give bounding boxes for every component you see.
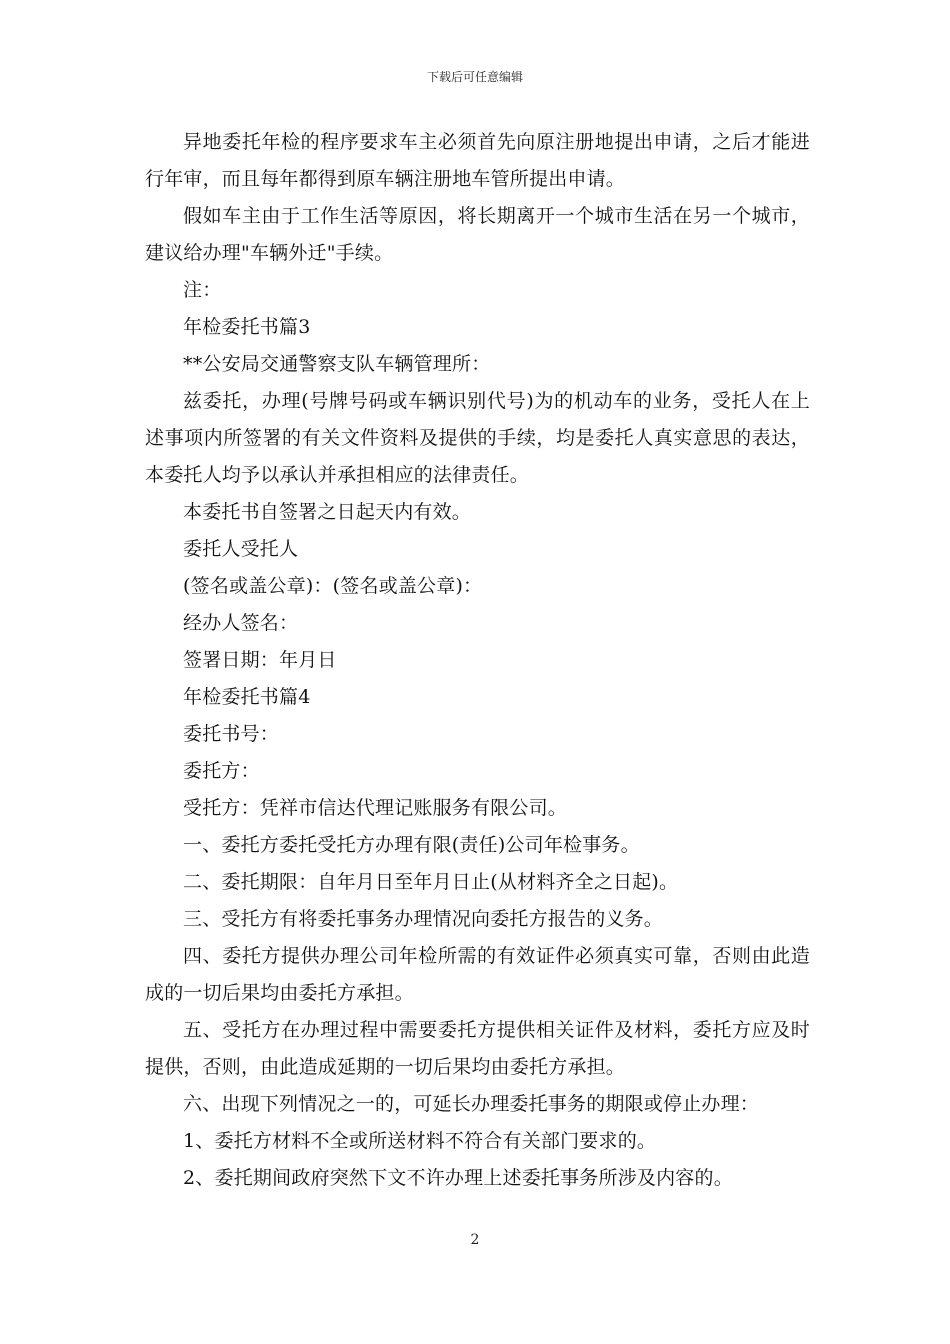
paragraph: **公安局交通警察支队车辆管理所： [183, 353, 491, 375]
paragraph: 本委托书自签署之日起天内有效。 [183, 501, 472, 523]
paragraph: 一、委托方委托受托方办理有限(责任)公司年检事务。 [183, 834, 640, 856]
paragraph: 五、受托方在办理过程中需要委托方提供相关证件及材料，委托方应及时提供，否则，由此造成延期的一切后果均由委托方承担。 [145, 1019, 810, 1078]
paragraph: 二、委托期限：自年月日至年月日止(从材料齐全之日起)。 [183, 871, 679, 893]
paragraph: 1、委托方材料不全或所送材料不符合有关部门要求的。 [183, 1130, 657, 1152]
paragraph: 四、委托方提供办理公司年检所需的有效证件必须真实可靠，否则由此造成的一切后果均由委托方承担。 [145, 945, 810, 1004]
section-heading: 年检委托书篇3 [183, 316, 311, 338]
paragraph: 2、委托期间政府突然下文不许办理上述委托事务所涉及内容的。 [183, 1167, 733, 1189]
paragraph: 假如车主由于工作生活等原因，将长期离开一个城市生活在另一个城市，建议给办理"车辆外迁"手续。 [145, 205, 810, 264]
paragraph: 经办人签名： [183, 612, 299, 634]
section-heading: 年检委托书篇4 [183, 686, 311, 708]
paragraph: 三、受托方有将委托事务办理情况向委托方报告的义务。 [183, 908, 664, 930]
paragraph: 受托方：凭祥市信达代理记账服务有限公司。 [183, 797, 568, 819]
paragraph: 异地委托年检的程序要求车主必须首先向原注册地提出申请，之后才能进行年审，而且每年都得到原车辆注册地车管所提出申请。 [145, 131, 810, 190]
page-header: 下载后可任意编辑 [426, 70, 523, 84]
paragraph: 六、出现下列情况之一的，可延长办理委托事务的期限或停止办理： [183, 1093, 760, 1115]
document-body [145, 124, 810, 1197]
paragraph: 注： [183, 279, 222, 301]
paragraph: 兹委托，办理(号牌号码或车辆识别代号)为的机动车的业务，受托人在上述事项内所签署的有关文件资料及提供的手续，均是委托人真实意思的表达，本委托人均予以承认并承担相应的法律责任。 [145, 390, 810, 486]
paragraph: 委托方： [183, 760, 260, 782]
page-number: 2 [470, 1232, 480, 1248]
paragraph: 委托人受托人 [183, 538, 299, 560]
paragraph: 委托书号： [183, 723, 280, 745]
paragraph: 签署日期：年月日 [183, 649, 337, 671]
paragraph: (签名或盖公章)：(签名或盖公章)： [183, 575, 483, 597]
